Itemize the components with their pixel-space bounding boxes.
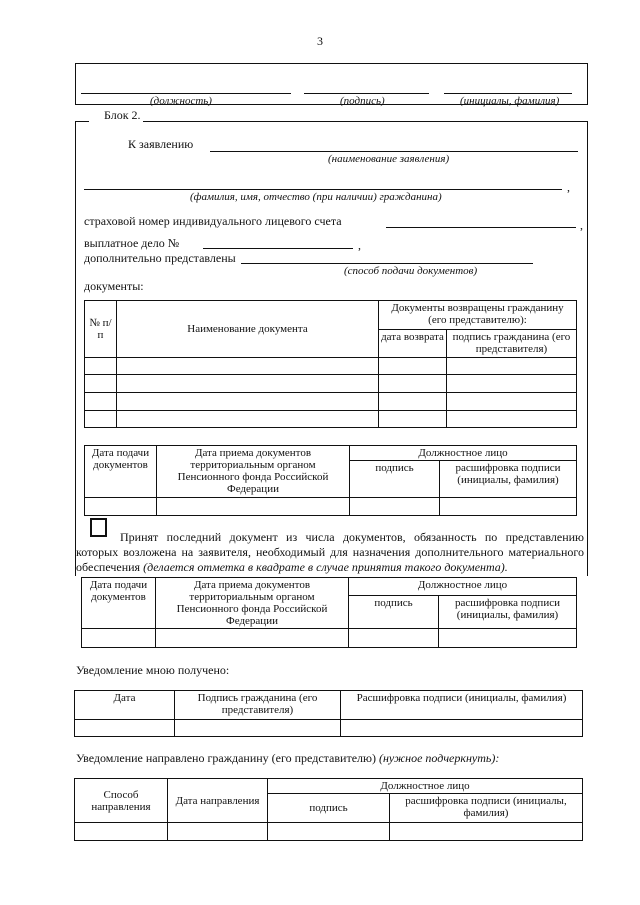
signature-caption: (подпись) <box>340 95 385 107</box>
payment-case-line[interactable] <box>203 248 353 249</box>
col-return-date: дата возврата <box>379 330 447 358</box>
table-row[interactable] <box>85 358 577 375</box>
col-returned: Документы возвращены гражданину (его представителю): <box>379 301 577 330</box>
col-number: № п/п <box>85 301 117 358</box>
notice-received-label: Уведомление мною получено: <box>76 663 230 677</box>
table-row[interactable] <box>85 393 577 411</box>
method-caption: (способ подачи документов) <box>344 265 478 277</box>
citizen-caption: (фамилия, имя, отчество (при наличии) гражданина) <box>190 191 442 203</box>
notice-sent-label: Уведомление направлено гражданину (его представителю) (нужное подчеркнуть): <box>76 751 500 765</box>
citizen-name-line[interactable] <box>84 189 562 190</box>
documents-label: документы: <box>84 279 144 293</box>
table-row[interactable] <box>85 498 577 516</box>
payment-case-label: выплатное дело № <box>84 236 180 250</box>
notice-received-table: Дата Подпись гражданина (его представителя) Расшифровка подписи (инициалы, фамилия) <box>74 690 583 737</box>
reception-table-1: Дата подачи документов Дата приема документов территориальным органом Пенсионного фонда Российской Федерации Должностное лицо подпись расшифровка подписи (инициалы, фамилия) <box>84 445 577 516</box>
col-return-signature: подпись гражданина (его представителя) <box>447 330 577 358</box>
additional-line[interactable] <box>241 263 533 264</box>
position-caption: (должность) <box>150 95 212 107</box>
block2-title: Блок 2. <box>104 108 141 122</box>
initials-caption: (инициалы, фамилия) <box>460 95 560 107</box>
col-doc-name: Наименование документа <box>117 301 379 358</box>
table-row[interactable] <box>85 411 577 428</box>
additional-label: дополнительно представлены <box>84 251 236 265</box>
documents-table <box>84 300 577 428</box>
last-document-text: Принят последний документ из числа документов, обязанность по представлению которых возложена на заявителя, необходимый для назначения дополнительного материального обеспечения (делается отметка в квадрате в случае принятия такого документа). <box>76 530 584 574</box>
application-label: К заявлению <box>128 137 194 151</box>
table-row[interactable] <box>75 720 583 737</box>
table-row[interactable] <box>82 629 577 648</box>
notice-sent-table: Способ направления Дата направления Должностное лицо подпись расшифровка подписи (инициалы, фамилия) <box>74 778 583 841</box>
snils-line[interactable] <box>386 227 576 228</box>
application-line[interactable] <box>210 151 578 152</box>
table-row[interactable] <box>85 375 577 393</box>
table-row[interactable] <box>75 823 583 841</box>
snils-label: страховой номер индивидуального лицевого счета <box>84 214 342 228</box>
reception-table-2: Дата подачи документов Дата приема документов территориальным органом Пенсионного фонда Российской Федерации Должностное лицо подпись расшифровка подписи (инициалы, фамилия) <box>81 577 577 648</box>
application-caption: (наименование заявления) <box>328 153 450 165</box>
page-number: 3 <box>317 34 323 48</box>
